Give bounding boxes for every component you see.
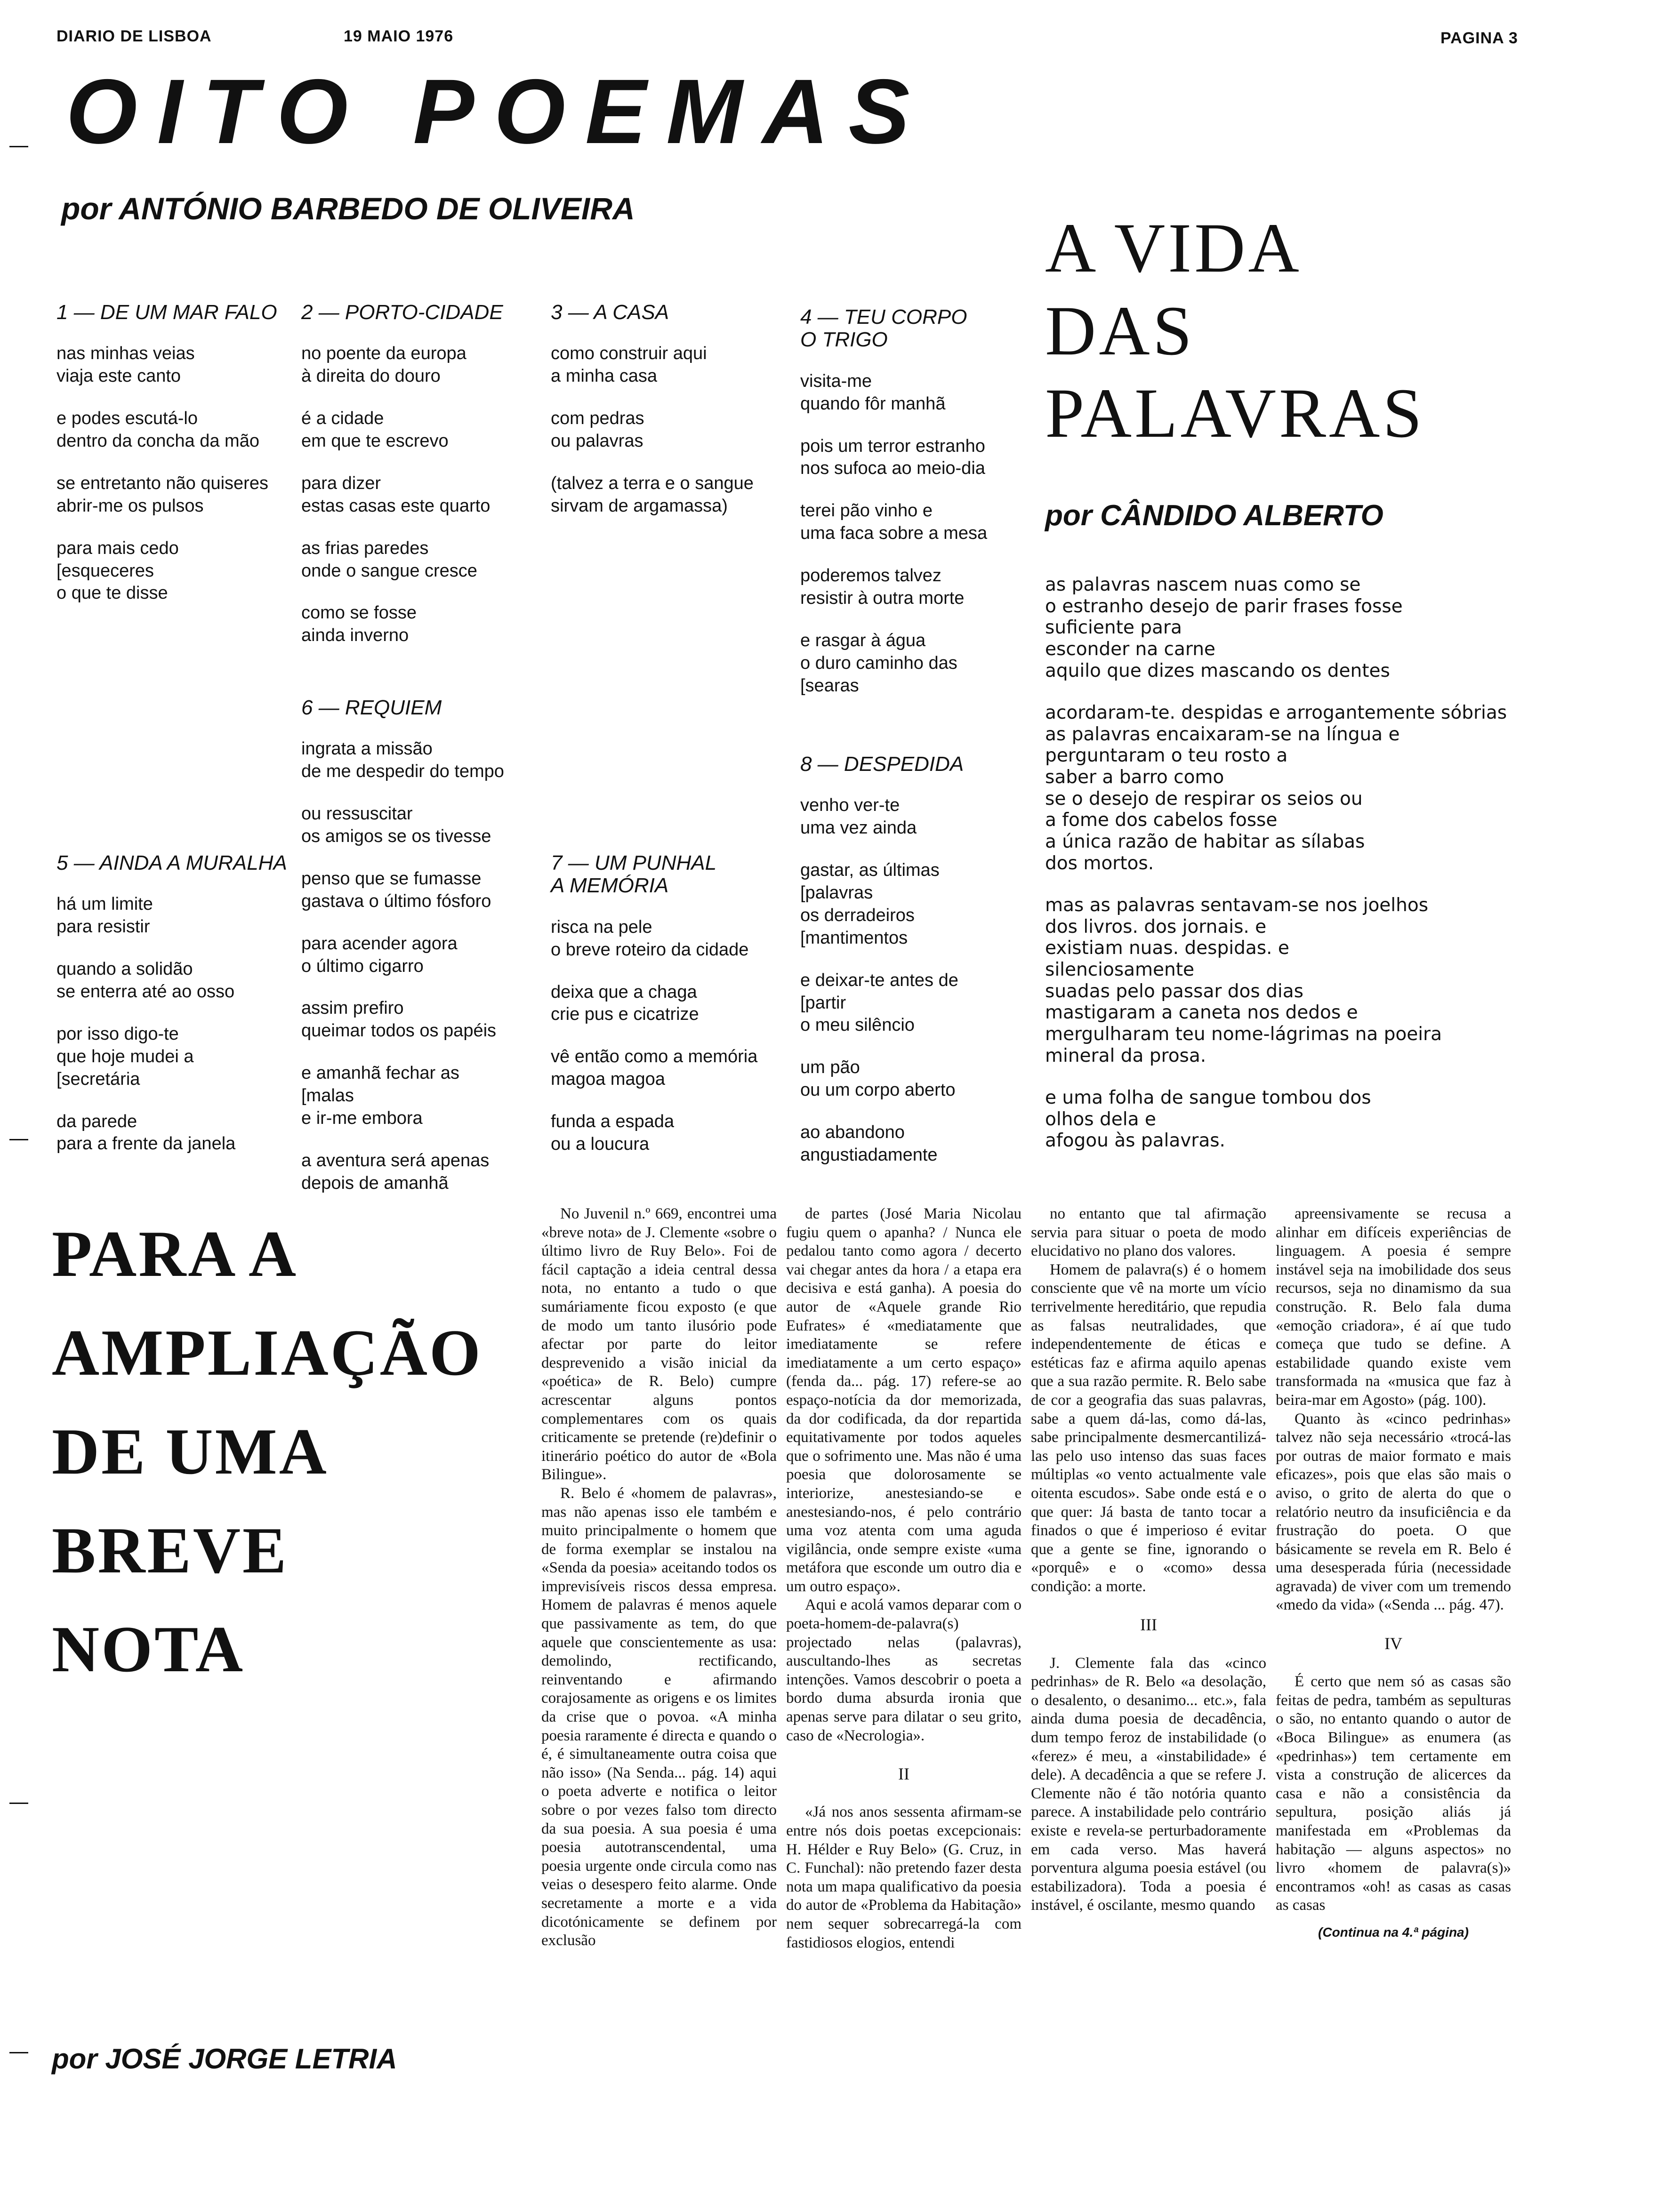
article-paragraph: É certo que nem só as casas são feitas de pedra, também as sepulturas o são, no entanto quando o autor de «Boca Bilingue» as enumera (as «pedrinhas») tem certamente em vista a construção de alicerces da casa e não a consistência da sepultura, posição aliás já manifestada em «Problemas da habitação — alguns aspectos» no livro «homem de palavra(s)» encontramos «oh! as casas as casas as casas xyxy=(1276,1673,1511,1914)
poem-stanza: risca na pele o breve roteiro da cidade xyxy=(551,917,749,960)
poem xyxy=(56,852,292,1175)
poem-stanza: venho ver-te uma vez ainda xyxy=(800,795,917,838)
poem-stanza: e amanhã fechar as [malas e ir-me embora xyxy=(301,1063,459,1128)
poem-stanza: penso que se fumasse gastava o último fósforo xyxy=(301,868,491,911)
poem-stanza: como se fosse ainda inverno xyxy=(301,603,417,646)
continued-note: (Continua na 4.ª página) xyxy=(1318,1924,1469,1940)
poem-stanza: como construir aqui a minha casa xyxy=(551,344,707,386)
poem-stanza: e deixar-te antes de [partir o meu silêncio xyxy=(800,970,958,1035)
ampliacao-title-line: AMPLIAÇÃO xyxy=(52,1316,483,1389)
poem xyxy=(551,301,786,537)
article-paragraph: Aqui e acolá vamos deparar com o poeta-homem-de-palavra(s) projectado nelas (palavras), auscultando-lhes as secretas intenções. Vamos descobrir o poeta a bordo duma absurda ironia que apenas serve para dilatar o seu grito, caso de «Necrologia». xyxy=(786,1596,1022,1744)
article-paragraph: «Já nos anos sessenta afirmam-se entre nós dois poetas excepcionais: H. Hélder e Ruy Belo» (G. Cruz, in C. Funchal): não pretendo fazer desta nota um mapa qualificativo da poesia do autor de «Problema da Habitação» nem sequer sobrecarregá-la com fastidiosos elogios, entendi xyxy=(786,1803,1022,1951)
section-number: III xyxy=(1140,1615,1157,1635)
vida-title xyxy=(1045,207,1425,455)
article-paragraph: R. Belo é «homem de palavras», mas não apenas isso ele também e muito principalmente o homem que de forma exemplar se instalou na «Senda da poesia» aceitando todos os imprevisíveis riscos dessa empresa. Homem de palavras é menos aquele que passivamente as tem, do que aquele que conscientemente as usa: demolindo, rectificando, reinventando e afirmando corajosamente as origens e os limites da crise que o povoa. «A minha poesia raramente é directa e quando o é, é simultaneamente outra coisa que não isso» (Na Senda... pág. 14) aqui o poeta adverte e notifica o leitor sobre o por vezes falso tom directo da sua poesia. A sua poesia é uma poesia autotranscendental, uma poesia urgente onde circula como nas veias o desespero feito alarme. Onde secretamente a morte e a vida dicotónicamente se definem por exclusão xyxy=(541,1484,777,1949)
ampliacao-title-line: BREVE xyxy=(52,1514,289,1587)
poem-stanza: no poente da europa à direita do douro xyxy=(301,344,467,386)
poem xyxy=(800,306,1036,717)
poem-title: 7 — UM PUNHAL A MEMÓRIA xyxy=(551,851,717,898)
article-paragraph: Homem de palavra(s) é o homem consciente que vê na morte um vício terrivelmente hereditário, que repudia as falsas neutralidades, que independentemente de éticas e estéticas faz e afirma aquilo apenas que a sua razão permite. R. Belo sabe de cor a geografia das suas palavras, sabe a quem dá-las, como dá-las, sabe principalmente desmercantilizá-las pelo uso intenso das suas faces múltiplas «o vento actualmente vale oitenta escudos». Sabe onde está e o que quer: Já basta de tanto tocar a finados o que é imperioso é evitar que a gente se fine, ignorando o «porquê» e o «como» dessa condição: a morte. xyxy=(1031,1261,1266,1595)
poem-stanza: ao abandono angustiadamente xyxy=(800,1122,938,1165)
poem-stanza: gastar, as últimas [palavras os derradeiros [mantimentos xyxy=(800,860,940,948)
ampliacao-title xyxy=(52,1205,483,1699)
poem-stanza: com pedras ou palavras xyxy=(551,409,644,451)
margin-mark xyxy=(9,146,28,147)
page-number: PAGINA 3 xyxy=(1440,29,1518,47)
poem-stanza: a aventura será apenas depois de amanhã xyxy=(301,1150,490,1193)
poem-stanza: para acender agora o último cigarro xyxy=(301,933,458,976)
issue-date: 19 MAIO 1976 xyxy=(344,27,454,45)
poem-stanza: por isso digo-te que hoje mudei a [secretária xyxy=(56,1024,194,1089)
article-paragraph: de partes (José Maria Nicolau fugiu quem o apanha? / Nunca ele pedalou tanto como agora / decerto vai chegar antes da hora / a etapa era decisiva e está ganha). A poesia do autor de «Aquele grande Rio Eufrates» é «mediatamente que imediatamente se refere imediatamente a um certo espaço» (fenda da... pág. 17) refere-se ao espaço-notícia da dor memorizada, da dor codificada, da dor repartida equitativamente por todos aqueles que o sofrimento une. Mas não é uma poesia que dolorosamente se interiorize, anestesiando-se e anestesiando-nos, é pelo contrário uma voz atenta com uma aguda vigilância, onde sempre existe «uma metáfora que esconde um outro dia e um outro espaço». xyxy=(786,1205,1022,1595)
vida-stanza: as palavras nascem nuas como se o estranho desejo de parir frases fosse suficiente para esconder na carne aquilo que dizes mascando os dentes xyxy=(1045,574,1403,681)
poem xyxy=(800,753,1036,1186)
section-number: IV xyxy=(1384,1634,1402,1653)
ampliacao-title-line: NOTA xyxy=(52,1613,245,1686)
poem-stanza: terei pão vinho e uma faca sobre a mesa xyxy=(800,501,988,544)
poem-stanza: há um limite para resistir xyxy=(56,894,153,937)
vida-byline: por CÂNDIDO ALBERTO xyxy=(1045,499,1384,532)
poem-stanza: quando a solidão se enterra até ao osso xyxy=(56,959,235,1002)
ampliacao-byline: por JOSÉ JORGE LETRIA xyxy=(52,2043,397,2075)
article-paragraph: No Juvenil n.º 669, encontrei uma «breve nota» de J. Clemente «sobre o último livro de Ruy Belo». Foi de fácil captação a ideia central dessa nota, no entanto a tudo o que sumáriamente ficou exposto (e que de modo um tanto ilusório pode afectar por parte do leitor desprevenido a visão inicial da «poética» de R. Belo) cumpre acrescentar alguns pontos complementares com os quais criticamente se pretende (re)definir o itinerário poético do autor de «Bola Bilingue». xyxy=(541,1205,777,1483)
poem-stanza: funda a espada ou a loucura xyxy=(551,1112,675,1154)
article-column xyxy=(1276,1205,1511,1940)
poem-stanza: nas minhas veias viaja este canto xyxy=(56,344,195,386)
poem-stanza: ou ressuscitar os amigos se os tivesse xyxy=(301,804,491,847)
article-paragraph: Quanto às «cinco pedrinhas» talvez não seja necessário «trocá-las por outras de maior formato e mais eficazes», pois que elas são mais o aviso, o grito de alerta do que o relatório neutro da insuficiência e da frustração do poeta. O que básicamente se revela em R. Belo é uma desesperada fúria (necessidade agravada) de viver com um tremendo «medo da vida» («Senda ... pág. 47). xyxy=(1276,1410,1511,1614)
poem-title: 1 — DE UM MAR FALO xyxy=(56,301,277,324)
vida-poem xyxy=(1045,574,1638,1172)
poem xyxy=(301,301,537,667)
poem-stanza: as frias paredes onde o sangue cresce xyxy=(301,538,477,581)
oito-poemas-byline: por ANTÓNIO BARBEDO DE OLIVEIRA xyxy=(61,191,635,226)
article-paragraph: J. Clemente fala das «cinco pedrinhas» de R. Belo «a desolação, o desalento, o desanimo... etc.», fala ainda duma poesia de decadência, dum tempo feroz de instabilidade (o «ferez» é meu, a «instabilidade» é dele). A decadência a que se refere J. Clemente não é tão notória quanto parece. A instabilidade pelo contrário existe e revela-se perturbadoramente em cada verso. Mas haverá porventura alguma poesia estável (ou estabilizadora). Toda a poesia é instável, é oscilante, mesmo quando xyxy=(1031,1654,1266,1914)
article-paragraph: no entanto que tal afirmação servia para situar o poeta de modo elucidativo no plano dos valores. xyxy=(1031,1205,1266,1260)
margin-mark xyxy=(9,2052,28,2053)
poem-stanza: para mais cedo [esqueceres o que te disse xyxy=(56,538,179,603)
ampliacao-title-line: PARA A xyxy=(52,1218,298,1290)
article-paragraph: apreensivamente se recusa a alinhar em difíceis experiências de linguagem. A poesia é sempre instável seja na imobilidade dos seus recursos, seja no dinamismo da sua construção. R. Belo fala duma «emoção criadora», é aí que tudo começa que tudo se define. A estabilidade quando existe vem transformada na «musica que faz à beira-mar em Agosto» (pág. 100). xyxy=(1276,1205,1511,1409)
poem-stanza: ingrata a missão de me despedir do tempo xyxy=(301,739,504,782)
poem-stanza: da parede para a frente da janela xyxy=(56,1111,236,1154)
vida-title-line: PALAVRAS xyxy=(1045,374,1425,452)
vida-stanza: e uma folha de sangue tombou dos olhos dela e afogou às palavras. xyxy=(1045,1087,1371,1152)
poem-title: 8 — DESPEDIDA xyxy=(800,753,964,776)
article-column xyxy=(1031,1205,1266,1915)
poem-stanza: assim prefiro queimar todos os papéis xyxy=(301,998,497,1041)
poem-stanza: e podes escutá-lo dentro da concha da mão xyxy=(56,409,259,451)
poem-title: 3 — A CASA xyxy=(551,301,669,324)
vida-stanza: mas as palavras sentavam-se nos joelhos dos livros. dos jornais. e existiam nuas. despidas. e silenciosamente suadas pelo passar dos dias mastigaram a caneta nos dedos e mergulharam teu nome-lágrimas na poeira mineral da prosa. xyxy=(1045,895,1442,1066)
poem-stanza: vê então como a memória magoa magoa xyxy=(551,1047,758,1090)
oito-poemas-title: OITO POEMAS xyxy=(66,60,930,163)
poem-stanza: é a cidade em que te escrevo xyxy=(301,409,449,451)
poem-stanza: (talvez a terra e o sangue sirvam de argamassa) xyxy=(551,473,754,516)
article-column xyxy=(786,1205,1022,1952)
margin-mark xyxy=(9,1803,28,1804)
poem-stanza: deixa que a chaga crie pus e cicatrize xyxy=(551,982,699,1025)
poem xyxy=(551,852,786,1176)
poem-stanza: e rasgar à água o duro caminho das [searas xyxy=(800,630,957,696)
poem-title: 6 — REQUIEM xyxy=(301,696,442,719)
vida-stanza: acordaram-te. despidas e arrogantemente sóbrias as palavras encaixaram-se na língua e perguntaram o teu rosto a saber a barro como se o desejo de respirar os seios ou a fome dos cabelos fosse a única razão de habitar as sílabas dos mortos. xyxy=(1045,702,1507,874)
article-column xyxy=(541,1205,777,1950)
vida-title-line: A VIDA xyxy=(1045,209,1302,287)
poem-stanza: poderemos talvez resistir à outra morte xyxy=(800,566,965,608)
poem-title: 4 — TEU CORPO O TRIGO xyxy=(800,305,967,352)
poem xyxy=(56,301,292,625)
poem-stanza: um pão ou um corpo aberto xyxy=(800,1058,956,1100)
poem-stanza: para dizer estas casas este quarto xyxy=(301,473,491,516)
poem-title: 5 — AINDA A MURALHA xyxy=(56,851,287,874)
poem-stanza: se entretanto não quiseres abrir-me os pulsos xyxy=(56,473,268,516)
vida-title-line: DAS xyxy=(1045,291,1195,370)
poem-stanza: visita-me quando fôr manhã xyxy=(800,371,946,414)
section-number: II xyxy=(898,1764,909,1784)
newspaper-name: DIARIO DE LISBOA xyxy=(56,27,212,45)
poem-title: 2 — PORTO-CIDADE xyxy=(301,301,503,324)
ampliacao-title-line: DE UMA xyxy=(52,1415,329,1488)
poem xyxy=(301,697,537,1215)
margin-mark xyxy=(9,1139,28,1140)
poem-stanza: pois um terror estranho nos sufoca ao meio-dia xyxy=(800,436,985,479)
